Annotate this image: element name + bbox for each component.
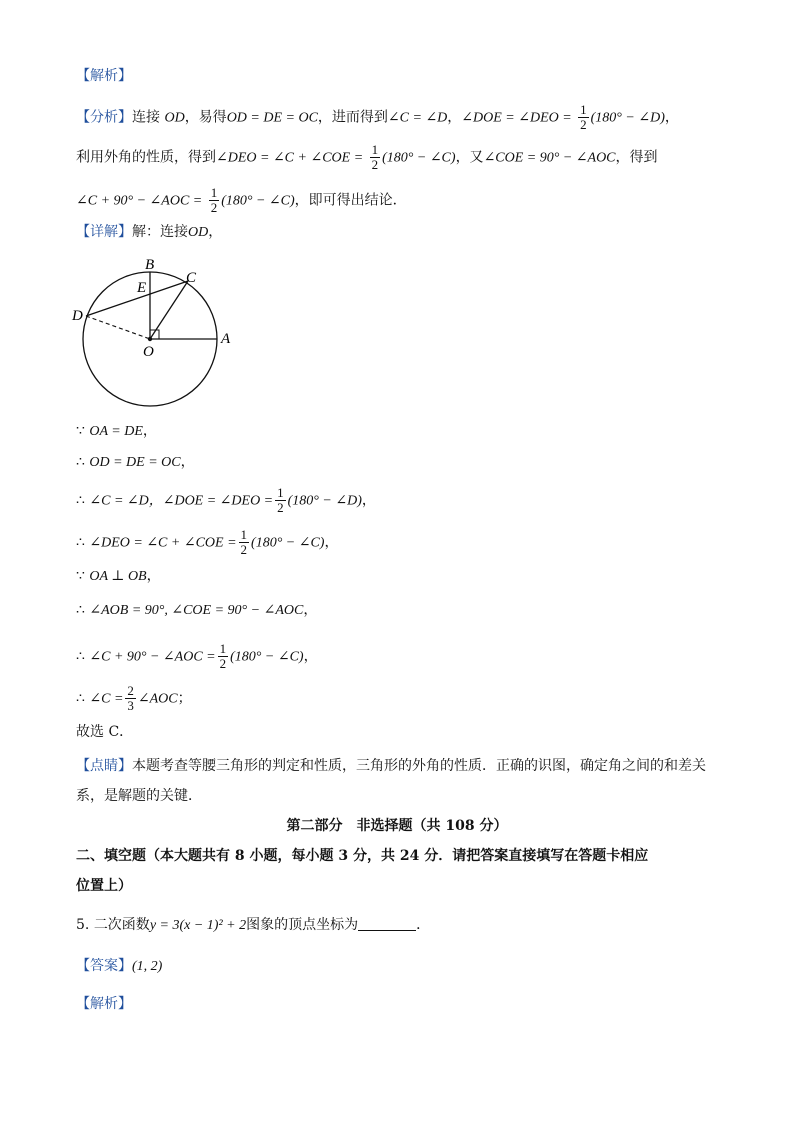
text: ，又	[455, 149, 484, 166]
label-E: E	[137, 280, 147, 296]
center-point	[148, 337, 152, 341]
text: ，	[664, 109, 679, 126]
function-expression: y = 3(x − 1)² + 2	[149, 918, 247, 933]
math: (180° − ∠D)	[590, 110, 665, 126]
answer-line	[76, 956, 162, 977]
text: ，进而得到	[317, 109, 388, 126]
step-6: ∴ ∠AOB = 90°, ∠COE = 90° − ∠AOC，	[76, 602, 318, 618]
analysis-line-1	[76, 103, 679, 132]
step-1: ∵ OA = DE，	[76, 423, 157, 439]
text: ，	[208, 224, 223, 240]
segment-OD-dashed	[86, 316, 150, 339]
step-7: ∴ ∠C + 90° − ∠AOC = $\frac{1}{2}$ (180° − ∠C)，	[76, 641, 318, 671]
analysis-line-2	[76, 143, 658, 172]
fraction: $\frac{1}{2}$	[210, 185, 218, 215]
key-point-line-1: 【点睛】本题考查等腰三角形的判定和性质，三角形的外角的性质．正确的识图，确定角之间的和差关	[76, 758, 706, 774]
circle-figure	[66, 252, 246, 422]
text: 解：连接	[132, 224, 188, 240]
step-8: ∴ ∠C = $\frac{2}{3}$ ∠AOC；	[76, 683, 192, 713]
detail-tag: 【详解】	[76, 224, 132, 240]
section-heading-line-2: 位置上）	[76, 878, 132, 894]
question-5: 5. 二次函数y = 3(x − 1)² + 2图象的顶点坐标为 ．	[76, 917, 431, 933]
text: ，即可得出结论．	[294, 192, 407, 209]
step-2: ∴ OD = DE = OC，	[76, 454, 195, 470]
math: ∠C = ∠D	[387, 110, 448, 126]
text: ，得到	[615, 149, 658, 166]
math: ∠COE = 90° − ∠AOC	[483, 150, 616, 166]
text: ，易得	[184, 109, 227, 126]
fraction: $\frac{1}{2}$	[371, 142, 379, 172]
step-5: ∵ OA ⊥ OB，	[76, 568, 161, 584]
label-D: D	[72, 308, 83, 324]
label-A: A	[221, 331, 231, 347]
analysis-tag: 【分析】	[76, 109, 132, 126]
section-heading-line-1: 二、填空题（本大题共有 8 小题，每小题 3 分，共 24 分．请把答案直接填写在答题卡相应	[76, 848, 649, 864]
answer-value: (1, 2)	[132, 959, 163, 974]
fraction: $\frac{1}{2}$	[240, 527, 248, 557]
math: ∠DOE = ∠DEO =	[461, 110, 572, 126]
math: (180° − ∠C)	[221, 193, 295, 209]
math: OD = DE = OC	[226, 110, 318, 126]
key-point-tag: 【点睛】	[76, 758, 132, 774]
text: 连接	[132, 109, 160, 126]
analysis-heading: 【解析】	[76, 68, 132, 84]
math: ∠C + 90° − ∠AOC =	[76, 193, 203, 209]
detail-line	[76, 222, 222, 243]
analysis-line-3	[76, 186, 407, 215]
math: (180° − ∠C)	[382, 150, 456, 166]
math: OD	[164, 110, 185, 126]
label-B: B	[145, 257, 155, 273]
analysis-heading-2: 【解析】	[76, 996, 132, 1012]
math: OD	[188, 225, 209, 240]
label-C: C	[186, 270, 197, 286]
part-two-heading: 第二部分 非选择题（共 108 分）	[286, 818, 508, 834]
math: ∠DEO = ∠C + ∠COE =	[216, 150, 364, 166]
key-point-line-2: 系，是解题的关键．	[76, 788, 202, 804]
step-3: ∴ ∠C = ∠D，∠DOE = ∠DEO = $\frac{1}{2}$ (180° − ∠D)，	[76, 485, 376, 515]
answer-tag: 【答案】	[76, 958, 132, 974]
answer-blank	[358, 916, 416, 931]
text: 利用外角的性质，得到	[76, 149, 216, 166]
fraction: $\frac{2}{3}$	[127, 683, 134, 713]
step-4: ∴ ∠DEO = ∠C + ∠COE = $\frac{1}{2}$ (180° − ∠C)，	[76, 527, 339, 557]
answer-choice: 故选 C．	[76, 724, 134, 740]
fraction: $\frac{1}{2}$	[580, 102, 587, 132]
label-O: O	[143, 344, 154, 360]
fraction: $\frac{1}{2}$	[277, 485, 284, 515]
fraction: $\frac{1}{2}$	[219, 641, 227, 671]
text: ，	[447, 109, 462, 126]
